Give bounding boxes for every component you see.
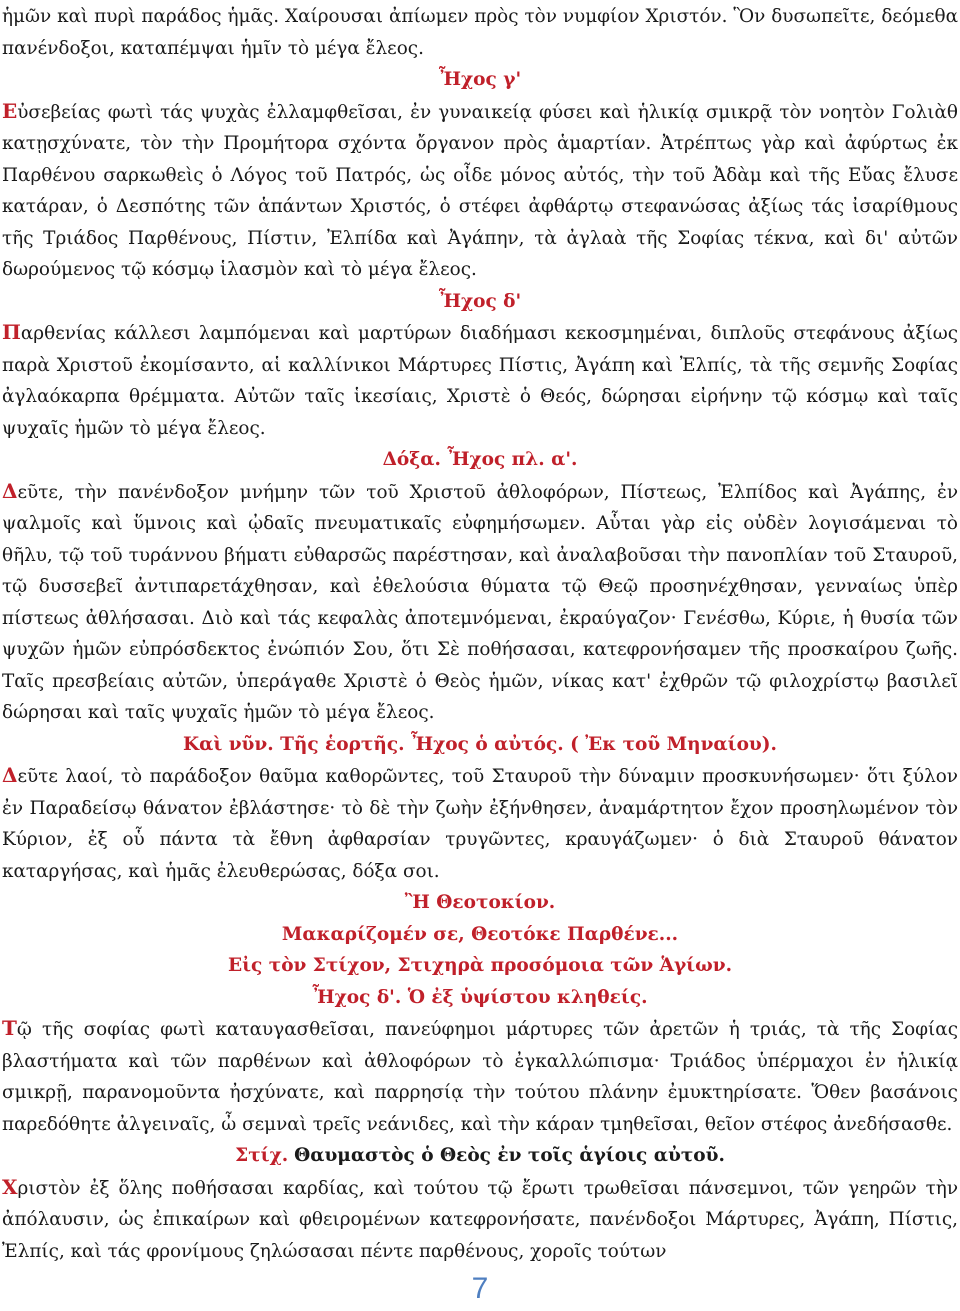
heading-tone-3: Ἦχος γ' xyxy=(438,69,522,90)
heading-kai-nyn: Καὶ νῦν. Τῆς ἑορτῆς. Ἦχος ὁ αὐτός. ( Ἐκ τοῦ Μηναίου). xyxy=(183,733,777,755)
paragraph-text: ῷ τῆς σοφίας φωτὶ καταυγασθεῖσαι, πανεύφημοι μάρτυρες τῶν ἀρετῶν ἡ τριάς, τὰ τῆς Σοφίας βλαστήματα καὶ τῶν παρθένων καὶ ἀθλοφόρων τὸ ἐγκαλλώπισμα· Τριάδος ὑπέρμαχοι ἐν ἡλικίᾳ σμικρῇ, παρανομοῦντα ἠσχύνατε, καὶ παρρησίᾳ τὴν τούτου πλάνην ἐμυκτηρίσατε. Ὅθεν βασάνοις παρεδόθητε ἀλγειναῖς, ὦ σεμναὶ τρεῖς νεάνιδες, καὶ τὴν κάραν τμηθεῖσαι, θεῖον στέφος ἀνεδήσασθε. xyxy=(2,1019,958,1135)
verse-line xyxy=(2,1140,958,1172)
paragraph-eusebeias xyxy=(2,96,958,286)
drop-initial: Ε xyxy=(2,98,18,123)
paragraph-deute xyxy=(2,476,958,729)
drop-initial: Δ xyxy=(2,763,18,787)
verse-text: Θαυμαστὸς ὁ Θεὸς ἐν τοῖς ἁγίοις αὐτοῦ. xyxy=(294,1145,725,1166)
drop-initial: Δ xyxy=(2,478,18,503)
paragraph-text: ὐσεβείας φωτὶ τάς ψυχὰς ἐλλαμφθεῖσαι, ἐν γυναικείᾳ φύσει καὶ ἡλικίᾳ σμικρᾷ τὸν νοητὸν Γολιὰθ κατῃσχύνατε, τὸν τὴν Προμήτορα σχόντα ὄργανον πρὸς ἁμαρτίαν. Ἀτρέπτως γὰρ καὶ ἀφύρτως ἐκ Παρθένου σαρκωθεὶς ὁ Λόγος τοῦ Πατρός, ὡς οἶδε μόνος αὐτός, τὴν τοῦ Ἀδὰμ καὶ τῆς Εὔας ἔλυσε κατάραν, ὁ Δεσπότης τῶν ἁπάντων Χριστός, ὁ στέφει ἀφθάρτῳ στεφανώσας ἀξίως τάς ἰσαρίθμους τῆς Τριάδος Παρθένους, Πίστιν, Ἐλπίδα καὶ Ἀγάπην, τὰ ἀγλαὰ τῆς Σοφίας τέκνα, καὶ δι' αὐτῶν δωρούμενος τῷ κόσμῳ ἱλασμὸν καὶ τὸ μέγα ἔλεος. xyxy=(2,101,958,280)
heading-theotokion: Ἢ Θεοτοκίον. xyxy=(404,892,556,913)
heading-eis-ton-stichon: Εἰς τὸν Στίχον, Στιχηρὰ προσόμοια τῶν Ἁγίων. xyxy=(227,955,733,976)
drop-initial: Π xyxy=(2,320,21,344)
paragraph-text: ἡμῶν καὶ πυρὶ παράδος ἡμᾶς. Χαίρουσαι ἀπίωμεν πρὸς τὸν νυμφίον Χριστόν. Ὃν δυσωπεῖτε, δεόμεθα πανένδοξοι, καταπέμψαι ἡμῖν τὸ μέγα ἔλεος. xyxy=(2,6,958,59)
heading-doxa: Δόξα. Ἦχος πλ. α'. xyxy=(382,449,578,470)
paragraph-deute-laoi xyxy=(2,760,958,887)
heading-tone-4-podoben: Ἦχος δ'. Ὁ ἐξ ὑψίστου κληθείς. xyxy=(312,986,648,1008)
page-number: 7 xyxy=(471,1272,489,1305)
heading-tone-4: Ἦχος δ' xyxy=(438,290,522,312)
paragraph-text: εῦτε, τὴν πανένδοξον μνήμην τῶν τοῦ Χριστοῦ ἀθλοφόρων, Πίστεως, Ἐλπίδος καὶ Ἀγάπης, ἐν ψαλμοῖς καὶ ὕμνοις καὶ ᾠδαῖς πνευματικαῖς εὐφημήσωμεν. Αὗται γὰρ εἰς οὐδὲν λογισάμεναι τὸ θῆλυ, τῷ τοῦ τυράννου βήματι εὐθαρσῶς παρέστησαν, καὶ ἀναλαβοῦσαι τὴν πανοπλίαν τοῦ Σταυροῦ, τῷ δυσσεβεῖ ἀντιπαρετάχθησαν, καὶ ἐθελούσια θύματα τῷ Θεῷ προσηνέχθησαν, γενναίως ὑπὲρ πίστεως ἀθλήσασαι. Διὸ καὶ τάς κεφαλὰς ἀποτεμνόμεναι, ἐκραύγαζον· Γενέσθω, Κύριε, ἡ θυσία τῶν ψυχῶν ἡμῶν εὐπρόσδεκτος ἐνώπιόν Σου, ὅτι Σὲ ποθήσασαι, κατεφρονήσαμεν τῆς προσκαίρου ζωῆς. Ταῖς πρεσβείαις αὐτῶν, ὑπεράγαθε Χριστὲ ὁ Θεὸς ἡμῶν, νίκας κατ' ἐχθρῶν τῷ φιλοχρίστῳ βασιλεῖ δώρησαι καὶ ταῖς ψυχαῖς ἡμῶν τὸ μέγα ἔλεος. xyxy=(2,481,958,723)
verse-label: Στίχ. xyxy=(235,1145,289,1166)
paragraph-christon xyxy=(2,1172,958,1268)
paragraph-to-tis-sofias xyxy=(2,1013,958,1140)
heading-makarizomen: Μακαρίζομέν σε, Θεοτόκε Παρθένε... xyxy=(281,923,679,945)
drop-initial: Χ xyxy=(2,1174,18,1199)
paragraph-intro xyxy=(2,0,958,64)
paragraph-text: αρθενίας κάλλεσι λαμπόμεναι καὶ μαρτύρων διαδήμασι κεκοσμημέναι, διπλοῦς στεφάνους ἀξίως παρὰ Χριστοῦ ἐκομίσαντο, αἱ καλλίνικοι Μάρτυρες Πίστις, Ἀγάπη καὶ Ἐλπίς, τὰ τῆς σεμνῆς Σοφίας ἀγλαόκαρπα θρέμματα. Αὐτῶν ταῖς ἱκεσίαις, Χριστὲ ὁ Θεός, δώρησαι εἰρήνην τῷ κόσμῳ καὶ ταῖς ψυχαῖς ἡμῶν τὸ μέγα ἔλεος. xyxy=(2,323,958,439)
paragraph-text: ριστὸν ἐξ ὅλης ποθήσασαι καρδίας, καὶ τούτου τῷ ἔρωτι τρωθεῖσαι πάνσεμνοι, τῶν γεηρῶν τὴν ἀπόλαυσιν, ὡς ἐπικαίρων καὶ φθειρομένων κατεφρονήσατε, πανένδοξοι Μάρτυρες, Ἀγάπη, Πίστις, Ἐλπίς, καὶ τάς φρονίμους ζηλώσασαι πέντε παρθένους, χοροῖς τούτων xyxy=(2,1177,958,1262)
drop-initial: Τ xyxy=(2,1016,17,1040)
paragraph-text: εῦτε λαοί, τὸ παράδοξον θαῦμα καθορῶντες, τοῦ Σταυροῦ τὴν δύναμιν προσκυνήσωμεν· ὅτι ξύλον ἐν Παραδείσῳ θάνατον ἐβλάστησε· τὸ δὲ τὴν ζωὴν ἐξήνθησεν, ἀναμάρτητον ἔχον προσηλωμένον τὸν Κύριον, ἐξ οὗ πάντα τὰ ἔθνη ἀφθαρσίαν τρυγῶντες, κραυγάζωμεν· ὁ διὰ Σταυροῦ θάνατον καταργήσας, καὶ ἡμᾶς ἐλευθερώσας, δόξα σοι. xyxy=(2,766,958,882)
paragraph-parthenias xyxy=(2,317,958,444)
